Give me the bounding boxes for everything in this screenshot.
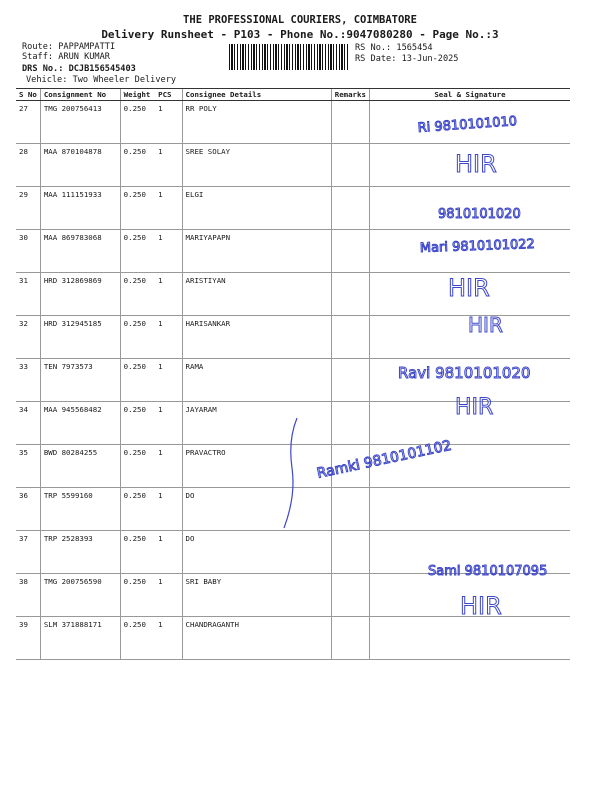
route-label: Route: PAPPAMPATTI [22, 42, 116, 52]
cell-consignee: ELGI [182, 187, 331, 230]
col-sno: S No [16, 89, 40, 101]
signature-28: HIR [455, 150, 497, 178]
cell-consignee: DO [182, 488, 331, 531]
cell-sno: 39 [16, 617, 40, 660]
cell-remarks [331, 617, 369, 660]
cell-remarks [331, 144, 369, 187]
table-row [16, 144, 570, 187]
table-row [16, 230, 570, 273]
col-consignment: Consignment No [40, 89, 120, 101]
col-signature: Seal & Signature [369, 89, 570, 101]
table-row [16, 187, 570, 230]
cell-signature [369, 531, 570, 574]
signature-38: Sami 9810107095 [428, 564, 548, 579]
cell-weight: 0.250 [120, 531, 155, 574]
cell-pcs: 1 [155, 144, 182, 187]
cell-pcs: 1 [155, 316, 182, 359]
cell-consignment: TMG 200756413 [40, 101, 120, 144]
cell-weight: 0.250 [120, 359, 155, 402]
cell-signature [369, 101, 570, 144]
signature-32: HIR [468, 313, 503, 337]
signature-29: 9810101020 [438, 207, 521, 222]
signature-30: Mari 9810101022 [419, 236, 536, 256]
table-row [16, 359, 570, 402]
cell-sno: 36 [16, 488, 40, 531]
cell-remarks [331, 574, 369, 617]
cell-consignment: TRP 2528393 [40, 531, 120, 574]
signature-39: HIR [460, 592, 502, 620]
cell-signature [369, 273, 570, 316]
cell-consignment: HRD 312869869 [40, 273, 120, 316]
col-pcs: PCS [155, 89, 182, 101]
cell-consignee: CHANDRAGANTH [182, 617, 331, 660]
company-title: THE PROFESSIONAL COURIERS, COIMBATORE [183, 14, 417, 26]
cell-sno: 37 [16, 531, 40, 574]
col-remarks: Remarks [331, 89, 369, 101]
cell-consignee: HARISANKAR [182, 316, 331, 359]
runsheet-table [16, 88, 570, 660]
cell-signature [369, 187, 570, 230]
table-row [16, 531, 570, 574]
cell-consignment: TEN 7973573 [40, 359, 120, 402]
cell-pcs: 1 [155, 402, 182, 445]
cell-signature [369, 574, 570, 617]
cell-sno: 33 [16, 359, 40, 402]
table-row [16, 316, 570, 359]
cell-remarks [331, 230, 369, 273]
cell-weight: 0.250 [120, 316, 155, 359]
cell-consignee: PRAVACTRO [182, 445, 331, 488]
cell-remarks [331, 187, 369, 230]
signature-33: Ravi 9810101020 [398, 364, 531, 382]
cell-remarks [331, 402, 369, 445]
cell-consignee: SREE SOLAY [182, 144, 331, 187]
signature-35-37: Ramki 9810101102 [315, 437, 453, 482]
cell-remarks [331, 273, 369, 316]
cell-pcs: 1 [155, 574, 182, 617]
cell-remarks [331, 359, 369, 402]
cell-weight: 0.250 [120, 101, 155, 144]
staff-label: Staff: ARUN KUMAR [22, 52, 110, 62]
cell-pcs: 1 [155, 187, 182, 230]
cell-sno: 29 [16, 187, 40, 230]
table-row [16, 617, 570, 660]
table-row [16, 101, 570, 144]
cell-sno: 30 [16, 230, 40, 273]
cell-sno: 31 [16, 273, 40, 316]
signature-31: HIR [448, 274, 490, 302]
cell-weight: 0.250 [120, 445, 155, 488]
cell-weight: 0.250 [120, 574, 155, 617]
col-consignee: Consignee Details [182, 89, 331, 101]
vehicle-label: Vehicle: Two Wheeler Delivery [26, 75, 177, 85]
cell-signature [369, 445, 570, 488]
cell-sno: 38 [16, 574, 40, 617]
cell-pcs: 1 [155, 359, 182, 402]
cell-sno: 32 [16, 316, 40, 359]
rs-number: RS No.: 1565454 [355, 43, 433, 53]
cell-remarks [331, 531, 369, 574]
table-row [16, 445, 570, 488]
signature-27: Ri 9810101010 [417, 114, 518, 136]
table-row [16, 488, 570, 531]
cell-signature [369, 402, 570, 445]
cell-consignee: DO [182, 531, 331, 574]
cell-consignee: RAMA [182, 359, 331, 402]
cell-consignment: TMG 200756590 [40, 574, 120, 617]
cell-pcs: 1 [155, 445, 182, 488]
cell-consignment: MAA 945568482 [40, 402, 120, 445]
cell-consignee: SRI BABY [182, 574, 331, 617]
table-row [16, 574, 570, 617]
cell-pcs: 1 [155, 101, 182, 144]
cell-weight: 0.250 [120, 617, 155, 660]
cell-weight: 0.250 [120, 488, 155, 531]
runsheet-subtitle: Delivery Runsheet - P103 - Phone No.:9047080280 - Page No.:3 [101, 28, 499, 41]
cell-sno: 35 [16, 445, 40, 488]
cell-weight: 0.250 [120, 230, 155, 273]
cell-signature [369, 359, 570, 402]
cell-signature [369, 230, 570, 273]
cell-consignment: HRD 312945185 [40, 316, 120, 359]
cell-consignee: JAYARAM [182, 402, 331, 445]
table-row [16, 402, 570, 445]
cell-consignee: ARISTIYAN [182, 273, 331, 316]
cell-consignment: MAA 111151933 [40, 187, 120, 230]
cell-sno: 34 [16, 402, 40, 445]
cell-remarks [331, 445, 369, 488]
cell-weight: 0.250 [120, 402, 155, 445]
table-header-row [16, 89, 570, 101]
cell-consignment: MAA 869783068 [40, 230, 120, 273]
cell-signature [369, 144, 570, 187]
cell-remarks [331, 101, 369, 144]
cell-weight: 0.250 [120, 144, 155, 187]
cell-pcs: 1 [155, 531, 182, 574]
cell-consignment: BWD 80284255 [40, 445, 120, 488]
cell-pcs: 1 [155, 230, 182, 273]
cell-pcs: 1 [155, 273, 182, 316]
drs-number: DRS No.: DCJB156545403 [22, 64, 136, 74]
cell-remarks [331, 488, 369, 531]
cell-pcs: 1 [155, 488, 182, 531]
col-weight: Weight [120, 89, 155, 101]
cell-consignee: MARIYAPAPN [182, 230, 331, 273]
cell-sno: 27 [16, 101, 40, 144]
table-row [16, 273, 570, 316]
cell-consignee: RR POLY [182, 101, 331, 144]
cell-signature [369, 488, 570, 531]
cell-consignment: TRP 5599160 [40, 488, 120, 531]
cell-remarks [331, 316, 369, 359]
cell-consignment: MAA 870104878 [40, 144, 120, 187]
cell-signature [369, 316, 570, 359]
cell-signature [369, 617, 570, 660]
cell-weight: 0.250 [120, 273, 155, 316]
cell-consignment: SLM 371888171 [40, 617, 120, 660]
barcode [229, 44, 350, 70]
rs-date: RS Date: 13-Jun-2025 [355, 54, 459, 64]
cell-pcs: 1 [155, 617, 182, 660]
signature-34: HIR [455, 395, 494, 420]
cell-sno: 28 [16, 144, 40, 187]
cell-weight: 0.250 [120, 187, 155, 230]
